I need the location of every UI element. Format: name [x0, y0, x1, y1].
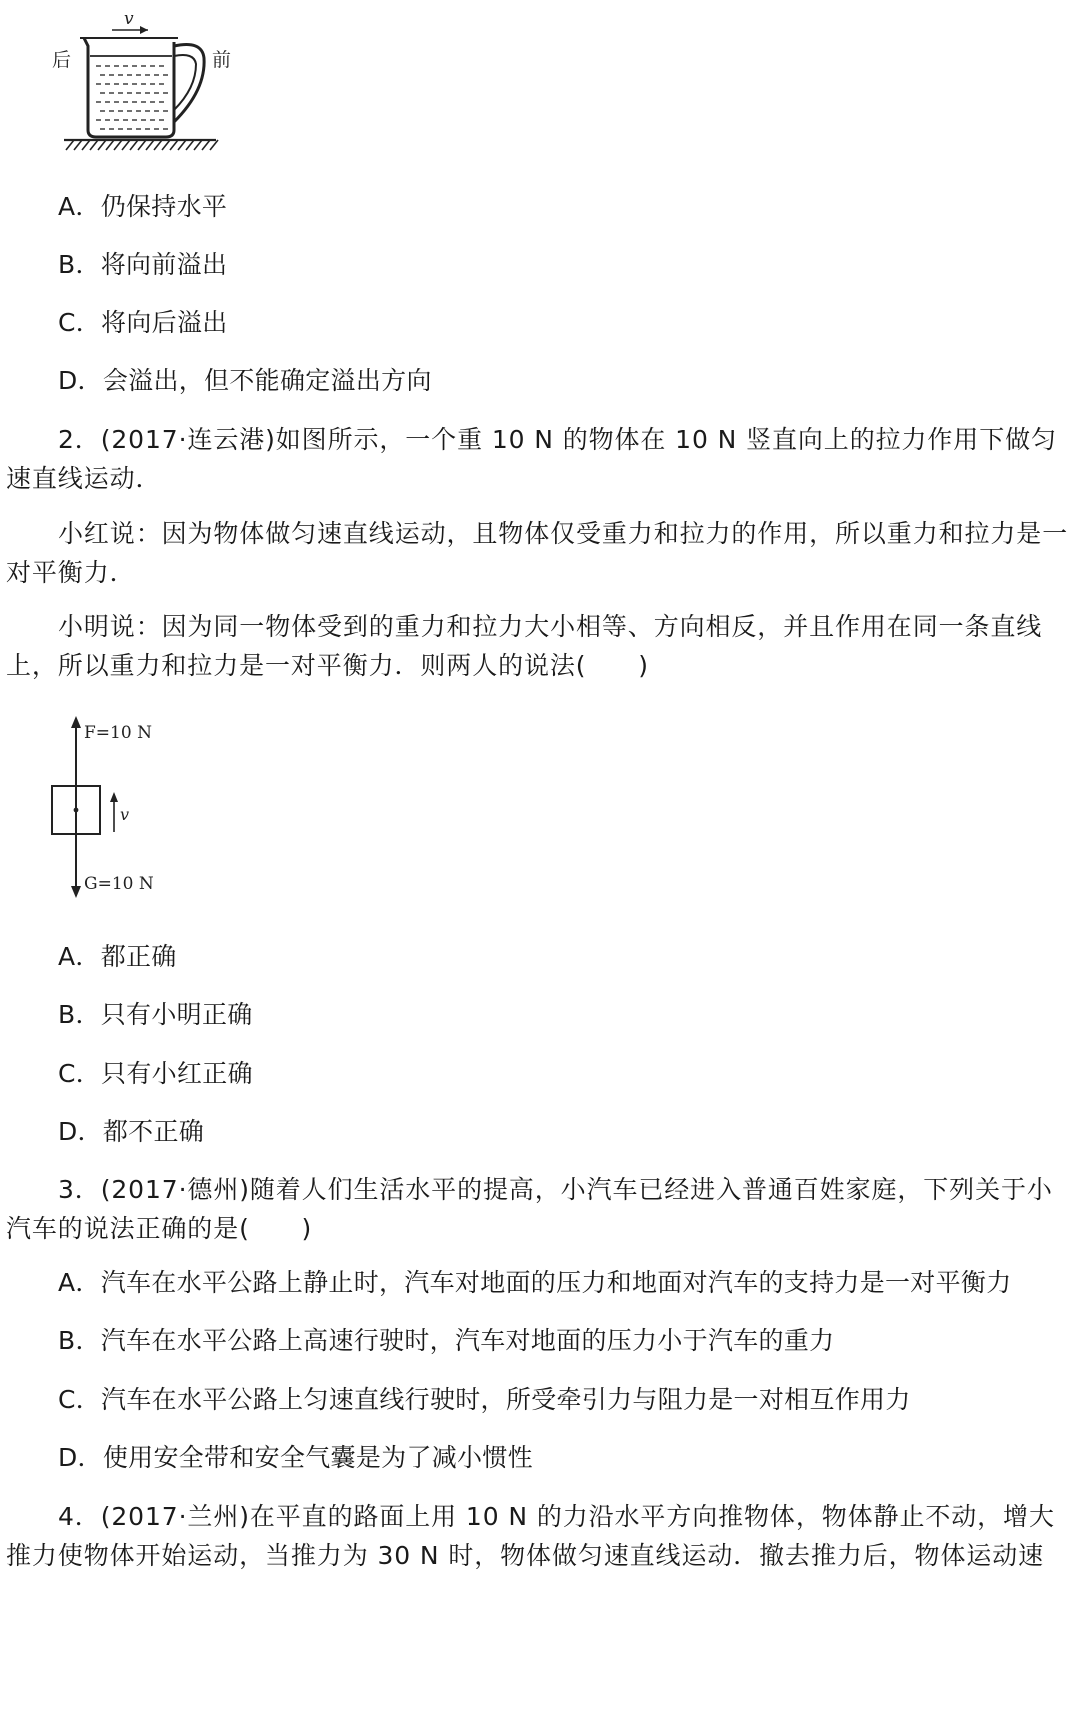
ground-hatch-line [138, 140, 146, 150]
ground-hatch-line [82, 140, 90, 150]
ground-hatch-line [66, 140, 74, 150]
q2-xiaoming: 小明说：因为同一物体受到的重力和拉力大小相等、方向相反，并且作用在同一条直线上，所以重力和拉力是一对平衡力．则两人的说法( ) [6, 612, 1043, 680]
q3-option-d: D．使用安全带和安全气囊是为了减小惯性 [58, 1443, 533, 1472]
q3-option-b: B．汽车在水平公路上高速行驶时，汽车对地面的压力小于汽车的重力 [58, 1326, 835, 1355]
q3-stem: 3．(2017·德州)随着人们生活水平的提高，小汽车已经进入普通百姓家庭，下列关于小汽车的说法正确的是( ) [6, 1175, 1053, 1243]
gravity-label: G=10 N [84, 874, 154, 894]
pull-force-arrow-icon [71, 716, 81, 814]
q2-xiaohong: 小红说：因为物体做匀速直线运动，且物体仅受重力和拉力的作用，所以重力和拉力是一对平衡力． [6, 519, 1069, 587]
velocity-up-arrow-icon [110, 792, 118, 832]
ground-hatch-line [98, 140, 106, 150]
water-icon [96, 66, 168, 129]
q1-option-a: A．仍保持水平 [58, 192, 228, 221]
q1-option-d: D．会溢出，但不能确定溢出方向 [58, 366, 432, 395]
back-label: 后 [52, 49, 72, 71]
ground-hatch-line [186, 140, 194, 150]
ground-hatch-line [170, 140, 178, 150]
q3-option-c: C．汽车在水平公路上匀速直线行驶时，所受牵引力与阻力是一对相互作用力 [58, 1385, 911, 1414]
front-label: 前 [212, 49, 232, 71]
q4-stem: 4．(2017·兰州)在平直的路面上用 10 N 的力沿水平方向推物体，物体静止不动，增大推力使物体开始运动，当推力为 30 N 时，物体做匀速直线运动．撤去推力后，物体运动速 [6, 1502, 1055, 1570]
q1-option-b: B．将向前溢出 [58, 250, 228, 279]
q3-option-a: A．汽车在水平公路上静止时，汽车对地面的压力和地面对汽车的支持力是一对平衡力 [58, 1268, 1012, 1297]
ground-hatch-line [74, 140, 82, 150]
q2-option-d: D．都不正确 [58, 1117, 205, 1146]
ground-hatch-line [202, 140, 210, 150]
ground-hatch-line [178, 140, 186, 150]
ground-hatch-line [210, 140, 218, 150]
force-figure [40, 712, 200, 907]
ground-icon [64, 140, 218, 150]
ground-hatch-line [154, 140, 162, 150]
gravity-arrow-icon [71, 810, 81, 898]
q2-stem: 2．(2017·连云港)如图所示，一个重 10 N 的物体在 10 N 竖直向上的拉力作用下做匀速直线运动． [6, 425, 1057, 493]
ground-hatch-line [106, 140, 114, 150]
ground-hatch-line [146, 140, 154, 150]
q1-option-c: C．将向后溢出 [58, 308, 228, 337]
cup-icon [80, 38, 204, 137]
ground-hatch-line [114, 140, 122, 150]
q2-option-a: A．都正确 [58, 942, 177, 971]
ground-hatch-line [90, 140, 98, 150]
pull-force-label: F=10 N [84, 723, 152, 743]
cup-figure [50, 6, 270, 166]
ground-hatch-line [194, 140, 202, 150]
ground-hatch-line [122, 140, 130, 150]
ground-hatch-line [162, 140, 170, 150]
q2-option-b: B．只有小明正确 [58, 1000, 253, 1029]
block-velocity-label: v [120, 805, 130, 824]
ground-hatch-line [130, 140, 138, 150]
velocity-label: v [124, 9, 134, 29]
q2-option-c: C．只有小红正确 [58, 1059, 253, 1088]
